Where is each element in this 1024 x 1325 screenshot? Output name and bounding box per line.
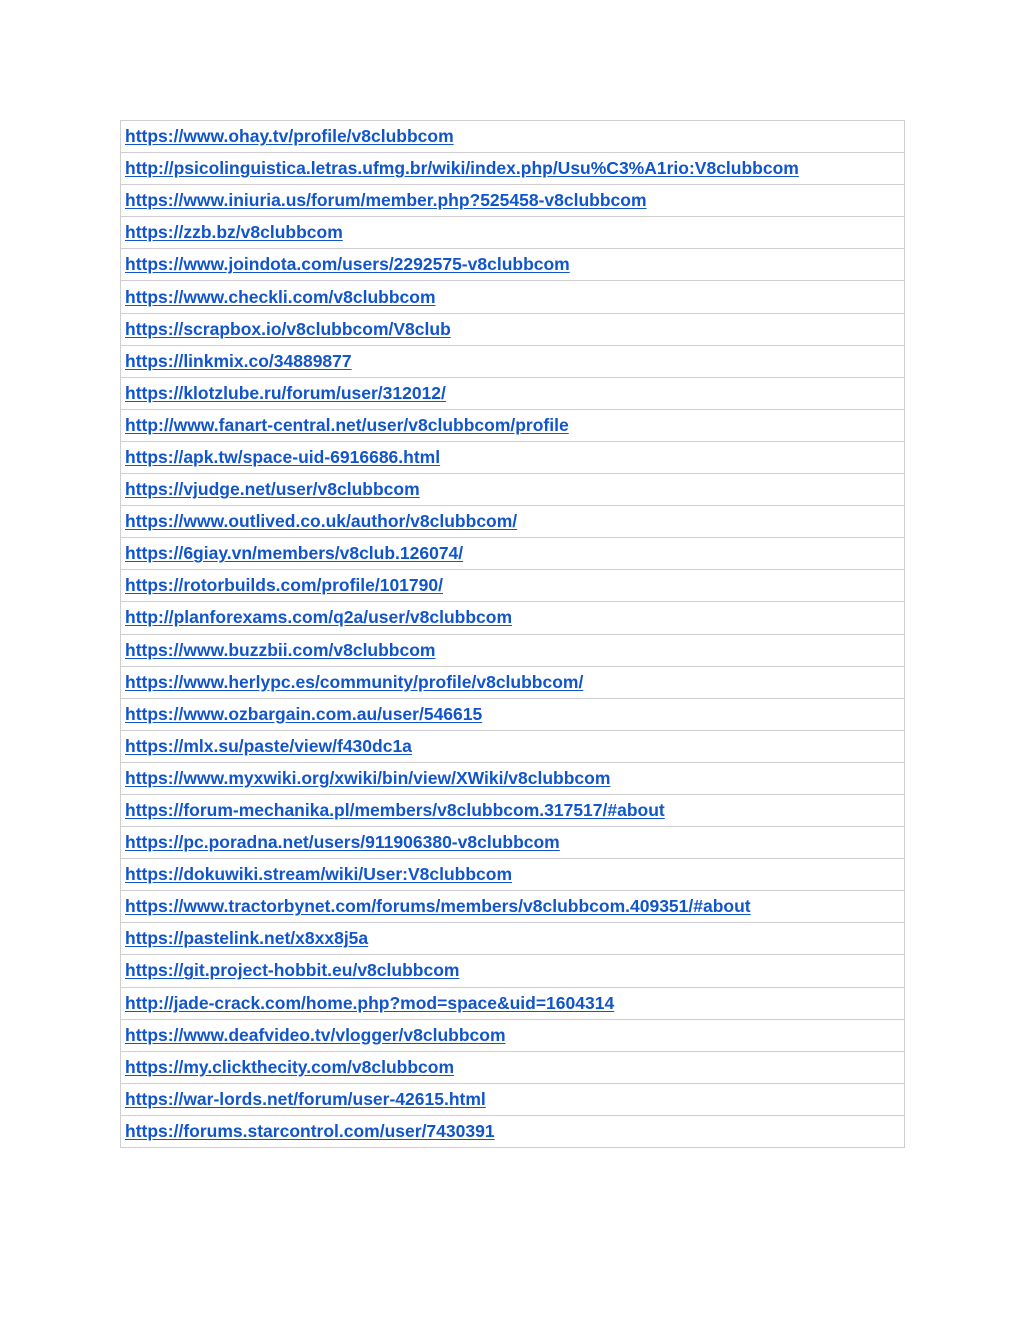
- table-cell: [121, 570, 905, 602]
- table-row: [121, 1115, 905, 1147]
- table-row: [121, 859, 905, 891]
- table-row: [121, 121, 905, 153]
- table-row: [121, 891, 905, 923]
- table-row: [121, 987, 905, 1019]
- table-cell: [121, 409, 905, 441]
- link[interactable]: https://my.clickthecity.com/v8clubbcom: [125, 1056, 455, 1077]
- link[interactable]: https://www.herlypc.es/community/profile/v8clubbcom/: [125, 671, 584, 692]
- link[interactable]: https://klotzlube.ru/forum/user/312012/: [125, 382, 446, 403]
- link[interactable]: https://www.checkli.com/v8clubbcom: [125, 286, 436, 307]
- link[interactable]: http://jade-crack.com/home.php?mod=space&uid=1604314: [125, 992, 615, 1013]
- link[interactable]: https://linkmix.co/34889877: [125, 350, 352, 371]
- table-row: [121, 153, 905, 185]
- table-cell: [121, 121, 905, 153]
- link-table-body: [121, 121, 905, 1148]
- link[interactable]: https://6giay.vn/members/v8club.126074/: [125, 543, 464, 564]
- table-cell: [121, 281, 905, 313]
- link[interactable]: https://vjudge.net/user/v8clubbcom: [125, 479, 420, 500]
- table-row: [121, 570, 905, 602]
- table-cell: [121, 827, 905, 859]
- link[interactable]: https://www.ohay.tv/profile/v8clubbcom: [125, 126, 454, 147]
- table-cell: [121, 538, 905, 570]
- link[interactable]: https://pastelink.net/x8xx8j5a: [125, 928, 369, 949]
- link[interactable]: https://www.iniuria.us/forum/member.php?525458-v8clubbcom: [125, 190, 647, 211]
- link[interactable]: https://rotorbuilds.com/profile/101790/: [125, 575, 443, 596]
- table-cell: [121, 377, 905, 409]
- table-row: [121, 923, 905, 955]
- link[interactable]: https://git.project-hobbit.eu/v8clubbcom: [125, 960, 460, 981]
- link[interactable]: http://planforexams.com/q2a/user/v8clubbcom: [125, 607, 513, 628]
- table-cell: [121, 474, 905, 506]
- link[interactable]: https://dokuwiki.stream/wiki/User:V8clubbcom: [125, 864, 513, 885]
- link[interactable]: https://scrapbox.io/v8clubbcom/V8club: [125, 318, 451, 339]
- link[interactable]: https://pc.poradna.net/users/911906380-v8clubbcom: [125, 832, 560, 853]
- table-cell: [121, 955, 905, 987]
- table-cell: [121, 891, 905, 923]
- link[interactable]: https://www.outlived.co.uk/author/v8clubbcom/: [125, 511, 518, 532]
- table-row: [121, 698, 905, 730]
- link[interactable]: https://apk.tw/space-uid-6916686.html: [125, 446, 441, 467]
- table-row: [121, 794, 905, 826]
- link-table: [120, 120, 905, 1148]
- link[interactable]: https://www.myxwiki.org/xwiki/bin/view/XWiki/v8clubbcom: [125, 767, 611, 788]
- link[interactable]: https://www.tractorbynet.com/forums/members/v8clubbcom.409351/#about: [125, 896, 751, 917]
- table-row: [121, 538, 905, 570]
- table-cell: [121, 602, 905, 634]
- table-cell: [121, 217, 905, 249]
- table-cell: [121, 923, 905, 955]
- table-cell: [121, 313, 905, 345]
- table-cell: [121, 762, 905, 794]
- link[interactable]: http://www.fanart-central.net/user/v8clubbcom/profile: [125, 414, 569, 435]
- table-row: [121, 217, 905, 249]
- link[interactable]: https://zzb.bz/v8clubbcom: [125, 222, 343, 243]
- table-cell: [121, 441, 905, 473]
- table-cell: [121, 249, 905, 281]
- table-row: [121, 634, 905, 666]
- table-row: [121, 730, 905, 762]
- table-cell: [121, 185, 905, 217]
- table-cell: [121, 345, 905, 377]
- table-row: [121, 762, 905, 794]
- link[interactable]: https://www.joindota.com/users/2292575-v8clubbcom: [125, 254, 570, 275]
- table-row: [121, 249, 905, 281]
- table-row: [121, 185, 905, 217]
- link[interactable]: https://forum-mechanika.pl/members/v8clubbcom.317517/#about: [125, 800, 665, 821]
- table-cell: [121, 506, 905, 538]
- table-row: [121, 955, 905, 987]
- table-row: [121, 1083, 905, 1115]
- table-cell: [121, 794, 905, 826]
- table-cell: [121, 698, 905, 730]
- link[interactable]: https://www.ozbargain.com.au/user/546615: [125, 703, 483, 724]
- link[interactable]: https://forums.starcontrol.com/user/7430391: [125, 1120, 495, 1141]
- table-row: [121, 1051, 905, 1083]
- table-cell: [121, 859, 905, 891]
- link[interactable]: https://war-lords.net/forum/user-42615.html: [125, 1088, 486, 1109]
- table-row: [121, 345, 905, 377]
- table-row: [121, 441, 905, 473]
- table-cell: [121, 987, 905, 1019]
- table-cell: [121, 730, 905, 762]
- table-row: [121, 506, 905, 538]
- link[interactable]: https://mlx.su/paste/view/f430dc1a: [125, 735, 412, 756]
- link[interactable]: https://www.buzzbii.com/v8clubbcom: [125, 639, 436, 660]
- link[interactable]: http://psicolinguistica.letras.ufmg.br/wiki/index.php/Usu%C3%A1rio:V8clubbcom: [125, 158, 799, 179]
- table-cell: [121, 634, 905, 666]
- table-cell: [121, 1115, 905, 1147]
- table-cell: [121, 1051, 905, 1083]
- table-row: [121, 409, 905, 441]
- table-cell: [121, 1019, 905, 1051]
- table-row: [121, 1019, 905, 1051]
- table-row: [121, 827, 905, 859]
- table-row: [121, 281, 905, 313]
- table-cell: [121, 1083, 905, 1115]
- table-row: [121, 474, 905, 506]
- table-row: [121, 377, 905, 409]
- table-row: [121, 666, 905, 698]
- table-cell: [121, 666, 905, 698]
- link[interactable]: https://www.deafvideo.tv/vlogger/v8clubbcom: [125, 1024, 506, 1045]
- table-row: [121, 602, 905, 634]
- table-cell: [121, 153, 905, 185]
- table-row: [121, 313, 905, 345]
